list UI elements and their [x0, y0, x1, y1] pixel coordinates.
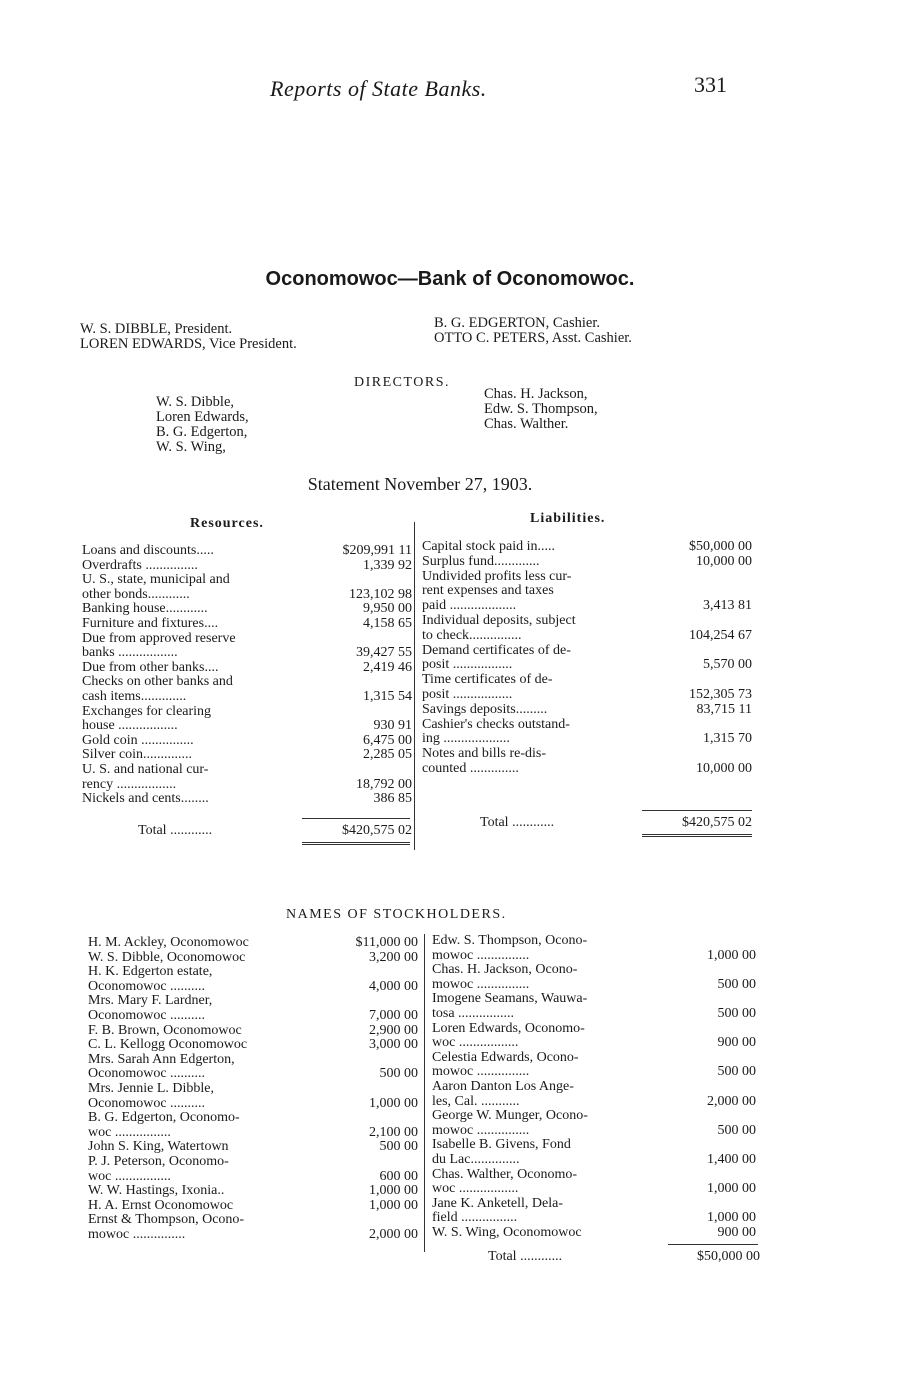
ledger-label: W. S. Wing, Oconomowoc — [432, 1225, 582, 1240]
ledger-label: Checks on other banks and — [82, 675, 233, 690]
director-name: W. S. Dibble, — [156, 394, 235, 410]
officer-asst-cashier: OTTO C. PETERS, Asst. Cashier. — [434, 330, 632, 346]
ledger-row — [88, 1199, 418, 1214]
ledger-label: Ernst & Thompson, Ocono- — [88, 1213, 245, 1228]
directors-right — [484, 387, 598, 432]
ledger-label: Oconomowoc .......... — [88, 1008, 206, 1023]
ledger-label: Jane K. Anketell, Dela- — [432, 1196, 564, 1211]
ledger-amount: 2,100 00 — [369, 1124, 418, 1140]
ledger-label: Mrs. Sarah Ann Edgerton, — [88, 1052, 235, 1067]
ledger-row — [82, 617, 412, 632]
ledger-label: posit ................. — [422, 687, 513, 702]
ledger-row — [88, 1024, 418, 1039]
ledger-row — [432, 1109, 756, 1138]
ledger-row — [422, 703, 752, 718]
ledger-label: mowoc ............... — [432, 1065, 530, 1080]
ledger-row — [88, 936, 418, 951]
ledger-label: Time certificates of de- — [422, 673, 553, 688]
ledger-label: Notes and bills re-dis- — [422, 747, 547, 762]
ledger-amount: 1,000 00 — [369, 1197, 418, 1213]
ledger-label: ing ................... — [422, 732, 510, 747]
ledger-row — [432, 963, 756, 992]
ledger-amount: 900 00 — [717, 1035, 756, 1051]
directors-heading: DIRECTORS. — [354, 375, 451, 390]
ledger-label: du Lac.............. — [432, 1152, 520, 1167]
ledger-amount: 5,570 00 — [703, 657, 752, 673]
ledger-amount: 2,000 00 — [707, 1093, 756, 1109]
ledger-row — [82, 748, 412, 763]
ledger-row — [88, 1213, 418, 1242]
ledger-label: H. A. Ernst Oconomowoc — [88, 1198, 234, 1213]
total-double-rule — [642, 834, 752, 837]
total-double-rule — [302, 842, 410, 845]
ledger-amount: 500 00 — [717, 1122, 756, 1138]
ledger-label: Surplus fund............. — [422, 554, 540, 569]
ledger-row — [432, 1022, 756, 1051]
ledger-label: to check............... — [422, 628, 522, 643]
ledger-label: woc ................. — [432, 1036, 519, 1051]
total-label: Total ............ — [138, 824, 213, 838]
ledger-label: Due from other banks.... — [82, 660, 219, 675]
ledger-amount: 500 00 — [717, 976, 756, 992]
officer-president: W. S. DIBBLE, President. — [80, 321, 233, 337]
ledger-label: Savings deposits......... — [422, 702, 548, 717]
ledger-label: U. S. and national cur- — [82, 762, 209, 777]
ledger-label: rent expenses and taxes — [422, 584, 554, 599]
ledger-amount: 3,000 00 — [369, 1037, 418, 1053]
ledger-amount: 386 85 — [373, 791, 412, 807]
ledger-label: mowoc ............... — [432, 1123, 530, 1138]
ledger-row — [88, 1111, 418, 1140]
ledger-amount: $50,000 00 — [689, 539, 752, 554]
statement-date: Statement November 27, 1903. — [307, 474, 533, 494]
liabilities-heading: Liabilities. — [530, 511, 606, 526]
ledger-amount: 600 00 — [379, 1168, 418, 1184]
officer-cashier: B. G. EDGERTON, Cashier. — [434, 315, 601, 331]
ledger-label: Imogene Seamans, Wauwa- — [432, 992, 588, 1007]
ledger-amount: 39,427 55 — [356, 645, 412, 661]
ledger-row — [82, 763, 412, 792]
stockholders-total-row — [488, 1250, 760, 1266]
officers-right — [434, 316, 632, 346]
ledger-row — [82, 559, 412, 574]
ledger-row — [88, 965, 418, 994]
ledger-label: Cashier's checks outstand- — [422, 717, 570, 732]
ledger-amount: 3,413 81 — [703, 598, 752, 614]
ledger-row — [422, 555, 752, 570]
ledger-label: George W. Munger, Ocono- — [432, 1109, 588, 1124]
ledger-label: U. S., state, municipal and — [82, 573, 230, 588]
stockholders-right-table — [432, 934, 756, 1240]
ledger-label: woc ................ — [88, 1169, 171, 1184]
directors-left — [156, 395, 249, 455]
ledger-amount: 123,102 98 — [349, 586, 412, 602]
ledger-row — [432, 934, 756, 963]
ledger-amount: 7,000 00 — [369, 1007, 418, 1023]
ledger-label: Oconomowoc .......... — [88, 1067, 206, 1082]
ledger-label: W. W. Hastings, Ixonia.. — [88, 1184, 225, 1199]
ledger-amount: 4,000 00 — [369, 978, 418, 994]
ledger-amount: $209,991 11 — [342, 543, 412, 558]
ledger-label: Overdrafts ............... — [82, 558, 198, 573]
liabilities-total-amount: $420,575 02 — [682, 815, 752, 830]
ledger-row — [422, 540, 752, 555]
liabilities-total-row — [480, 816, 752, 832]
ledger-amount: 2,000 00 — [369, 1226, 418, 1242]
ledger-row — [82, 602, 412, 617]
ledger-row — [422, 644, 752, 674]
ledger-amount: 1,000 00 — [707, 1210, 756, 1226]
ledger-amount: 6,475 00 — [363, 732, 412, 748]
director-name: Loren Edwards, — [156, 409, 249, 425]
resources-total-amount: $420,575 02 — [342, 823, 412, 838]
total-rule — [642, 810, 752, 811]
director-name: Edw. S. Thompson, — [484, 401, 598, 417]
ledger-amount: 1,315 70 — [703, 731, 752, 747]
ledger-label: field ................ — [432, 1211, 518, 1226]
ledger-label: Individual deposits, subject — [422, 613, 576, 628]
stockholders-heading: NAMES OF STOCKHOLDERS. — [286, 907, 507, 922]
ledger-label: Capital stock paid in..... — [422, 540, 555, 554]
ledger-label: Loren Edwards, Oconomo- — [432, 1021, 585, 1036]
ledger-label: tosa ................ — [432, 1006, 515, 1021]
ledger-amount: 10,000 00 — [696, 760, 752, 776]
total-rule — [668, 1244, 758, 1245]
ledger-label: Chas. H. Jackson, Ocono- — [432, 963, 578, 978]
ledger-amount: 500 00 — [379, 1139, 418, 1155]
ledger-row — [88, 1053, 418, 1082]
ledger-amount: 10,000 00 — [696, 553, 752, 569]
ledger-amount: 1,315 54 — [363, 688, 412, 704]
ledger-label: rency ................. — [82, 777, 177, 792]
ledger-label: Edw. S. Thompson, Ocono- — [432, 934, 588, 948]
ledger-amount: 152,305 73 — [689, 686, 752, 702]
ledger-row — [82, 792, 412, 807]
stockholders-total-amount: $50,000 00 — [697, 1249, 760, 1264]
column-divider — [414, 522, 415, 850]
ledger-amount: 104,254 67 — [689, 627, 752, 643]
officers-left — [80, 322, 297, 352]
ledger-amount: 1,339 92 — [363, 557, 412, 573]
ledger-label: woc ................ — [88, 1125, 171, 1140]
ledger-amount: 2,419 46 — [363, 659, 412, 675]
ledger-label: Isabelle B. Givens, Fond — [432, 1138, 571, 1153]
ledger-label: F. B. Brown, Oconomowoc — [88, 1023, 242, 1038]
ledger-label: Banking house............ — [82, 602, 208, 617]
officer-vice-president: LOREN EDWARDS, Vice President. — [80, 336, 297, 352]
page-number: 331 — [694, 72, 727, 97]
ledger-row — [88, 1082, 418, 1111]
ledger-amount: $11,000 00 — [355, 935, 418, 950]
ledger-row — [88, 1184, 418, 1199]
running-title: Reports of State Banks. — [270, 76, 487, 101]
ledger-label: mowoc ............... — [88, 1227, 186, 1242]
ledger-label: Celestia Edwards, Ocono- — [432, 1050, 579, 1065]
ledger-amount: 9,950 00 — [363, 601, 412, 617]
ledger-label: P. J. Peterson, Oconomo- — [88, 1154, 229, 1169]
ledger-row — [432, 1138, 756, 1167]
ledger-amount: 500 00 — [717, 1005, 756, 1021]
ledger-row — [82, 544, 412, 559]
director-name: Chas. Walther. — [484, 416, 569, 432]
ledger-label: C. L. Kellogg Oconomowoc — [88, 1038, 248, 1053]
total-label: Total ............ — [480, 816, 555, 830]
ledger-label: Oconomowoc .......... — [88, 979, 206, 994]
ledger-label: Furniture and fixtures.... — [82, 616, 219, 631]
ledger-label: Demand certificates of de- — [422, 643, 571, 658]
ledger-amount: 1,000 00 — [707, 947, 756, 963]
ledger-label: Chas. Walther, Oconomo- — [432, 1167, 578, 1182]
ledger-label: B. G. Edgerton, Oconomo- — [88, 1111, 240, 1126]
ledger-row — [432, 1226, 756, 1241]
ledger-amount: 930 91 — [373, 718, 412, 734]
ledger-amount: 83,715 11 — [696, 701, 752, 717]
ledger-amount: 500 00 — [379, 1066, 418, 1082]
ledger-amount: 1,000 00 — [369, 1183, 418, 1199]
ledger-label: Undivided profits less cur- — [422, 569, 572, 584]
ledger-label: Gold coin ............... — [82, 733, 194, 748]
ledger-row — [432, 1168, 756, 1197]
stockholders-left-table — [88, 936, 418, 1242]
ledger-label: other bonds............ — [82, 587, 190, 602]
ledger-label: banks ................. — [82, 646, 178, 661]
ledger-label: mowoc ............... — [432, 948, 530, 963]
ledger-row — [82, 734, 412, 749]
ledger-amount: 1,400 00 — [707, 1151, 756, 1167]
ledger-label: H. M. Ackley, Oconomowoc — [88, 936, 249, 950]
ledger-label: les, Cal. ........... — [432, 1094, 520, 1109]
ledger-amount: 3,200 00 — [369, 949, 418, 965]
ledger-label: H. K. Edgerton estate, — [88, 965, 213, 980]
column-divider — [424, 934, 425, 1252]
ledger-row — [422, 614, 752, 644]
ledger-label: posit ................. — [422, 658, 513, 673]
ledger-row — [82, 661, 412, 676]
ledger-label: Nickels and cents........ — [82, 792, 209, 807]
ledger-amount: 1,000 00 — [707, 1181, 756, 1197]
bank-title: Oconomowoc—Bank of Oconomowoc. — [265, 268, 635, 290]
ledger-row — [82, 705, 412, 734]
ledger-row — [82, 573, 412, 602]
liabilities-table — [422, 540, 752, 777]
ledger-label: Loans and discounts..... — [82, 544, 214, 558]
ledger-row — [82, 675, 412, 704]
total-label: Total ............ — [488, 1250, 563, 1264]
ledger-row — [88, 994, 418, 1023]
total-rule — [302, 818, 410, 819]
ledger-row — [432, 992, 756, 1021]
ledger-row — [422, 718, 752, 748]
ledger-row — [432, 1051, 756, 1080]
resources-total-row — [138, 824, 412, 840]
ledger-amount: 1,000 00 — [369, 1095, 418, 1111]
ledger-label: Mrs. Mary F. Lardner, — [88, 994, 213, 1009]
ledger-label: Mrs. Jennie L. Dibble, — [88, 1081, 214, 1096]
resources-heading: Resources. — [190, 516, 264, 531]
ledger-label: John S. King, Watertown — [88, 1140, 229, 1155]
ledger-label: woc ................. — [432, 1182, 519, 1197]
ledger-row — [88, 1038, 418, 1053]
ledger-row — [82, 632, 412, 661]
ledger-label: house ................. — [82, 719, 178, 734]
ledger-row — [422, 570, 752, 614]
ledger-row — [88, 951, 418, 966]
director-name: Chas. H. Jackson, — [484, 386, 588, 402]
ledger-label: paid ................... — [422, 599, 517, 614]
ledger-amount: 18,792 00 — [356, 776, 412, 792]
ledger-label: Due from approved reserve — [82, 631, 236, 646]
director-name: W. S. Wing, — [156, 439, 226, 455]
ledger-label: W. S. Dibble, Oconomowoc — [88, 950, 246, 965]
ledger-label: Oconomowoc .......... — [88, 1096, 206, 1111]
ledger-label: mowoc ............... — [432, 977, 530, 992]
ledger-amount: 900 00 — [717, 1224, 756, 1240]
resources-table — [82, 544, 412, 807]
ledger-row — [432, 1197, 756, 1226]
director-name: B. G. Edgerton, — [156, 424, 248, 440]
ledger-row — [422, 747, 752, 777]
ledger-row — [432, 1080, 756, 1109]
ledger-row — [88, 1155, 418, 1184]
ledger-label: counted .............. — [422, 761, 519, 776]
ledger-label: cash items............. — [82, 689, 187, 704]
ledger-label: Silver coin.............. — [82, 748, 193, 763]
ledger-amount: 4,158 65 — [363, 615, 412, 631]
ledger-row — [422, 673, 752, 703]
ledger-label: Aaron Danton Los Ange- — [432, 1079, 574, 1094]
ledger-row — [88, 1140, 418, 1155]
ledger-label: Exchanges for clearing — [82, 704, 212, 719]
ledger-amount: 2,285 05 — [363, 747, 412, 763]
ledger-amount: 2,900 00 — [369, 1022, 418, 1038]
ledger-amount: 500 00 — [717, 1064, 756, 1080]
